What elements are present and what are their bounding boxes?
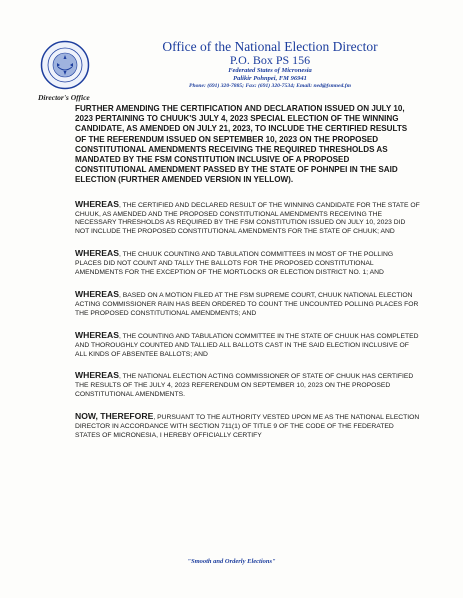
city: Palikir Pohnpei, FM 96941 bbox=[233, 75, 307, 82]
now-therefore-paragraph bbox=[75, 412, 420, 441]
paragraph-lead: WHEREAS bbox=[75, 198, 119, 209]
whereas-paragraph-5 bbox=[75, 371, 420, 400]
paragraph-text: , PURSUANT TO THE AUTHORITY VESTED UPON ME AS THE NATIONAL ELECTION DIRECTOR IN ACCORDANCE WITH SECTION 711(1) OF TITLE 9 OF THE CODE OF THE FEDERATED STATES OF MICRONESIA, I HEREBY OFFICIALLY CERTIFY bbox=[75, 414, 420, 439]
paragraph-text: , THE CHUUK COUNTING AND TABULATION COMMITTEES IN MOST OF THE POLLING PLACES DID NOT COUNT AND TALLY THE BALLOTS FOR THE PROPOSED CONSTITUTIONAL AMENDMENTS FOR THE EXCEPTION OF THE MORTLOCKS OR ELECTION DISTRICT NO. 1; AND bbox=[75, 251, 394, 277]
seal-label: Director's Office bbox=[38, 93, 90, 102]
contact-info: Phone: (691) 320-7885; Fax: (691) 320-7534; Email: ned@fsmned.fm bbox=[189, 83, 351, 89]
whereas-paragraph-2 bbox=[75, 249, 420, 278]
office-name: Office of the National Election Director bbox=[162, 39, 378, 54]
whereas-paragraph-3 bbox=[75, 290, 420, 319]
whereas-paragraph-1 bbox=[75, 200, 420, 238]
country: Federated States of Micronesia bbox=[228, 67, 312, 74]
footer-motto: "Smooth and Orderly Elections" bbox=[187, 558, 276, 565]
paragraph-text: , THE CERTIFIED AND DECLARED RESULT OF THE WINNING CANDIDATE FOR THE STATE OF CHUUK, AS AMENDED AND THE PROPOSED CONSTITUTIONAL AMENDMENTS RECEIVING THE NECESSARY THRESHOLDS AS REQUIRED BY THE FSM CONSTITUTION ISSUED ON JULY 10, 2023 DID NOT INCLUDE THE PROPOSED CONSTITUTIONAL AMENDMENTS FOR THE STATE OF CHUUK; AND bbox=[75, 201, 420, 236]
document-title: FURTHER AMENDING THE CERTIFICATION AND DECLARATION ISSUED ON JULY 10, 2023 PERTAINING TO CHUUK'S JULY 4, 2023 SPECIAL ELECTION OF THE WINNING CANDIDATE, AS AMENDED ON JULY 21, 2023, TO INCLUDE THE CERTIFIED RESULTS OF THE REFERENDUM ISSUED ON SEPTEMBER 10, 2023 ON THE PROPOSED CONSTITUTIONAL AMENDMENTS RECEIVING THE REQUIRED THRESHOLDS AS MANDATED BY THE FSM CONSTITUTION INCLUSIVE OF A PROPOSED CONSTITUTIONAL AMENDMENT PASSED BY THE STATE OF POHNPEI IN THE SAID ELECTION (FURTHER AMENDED VERSION IN YELLOW). bbox=[75, 104, 408, 185]
paragraph-text: , THE COUNTING AND TABULATION COMMITTEE IN THE STATE OF CHUUK HAS COMPLETED AND THOROUGHLY COUNTED AND TALLIED ALL BALLOTS CAST IN THE SAID ELECTION INCLUSIVE OF ALL KINDS OF ABSENTEE BALLOTS; AND bbox=[75, 332, 419, 358]
letterhead bbox=[130, 40, 410, 90]
paragraph-text: , BASED ON A MOTION FILED AT THE FSM SUPREME COURT, CHUUK NATIONAL ELECTION ACTING COMMISSIONER RAIN HAS BEEN ORDERED TO COUNT THE UNCOUNTED POLLING PLACES FOR THE PROPOSED CONSTITUTIONAL AMENDMENTS; AND bbox=[75, 291, 419, 317]
document-body bbox=[75, 104, 420, 453]
paragraph-lead: NOW, THEREFORE bbox=[75, 411, 154, 422]
fsm-seal-logo bbox=[40, 40, 90, 90]
paragraph-text: , THE NATIONAL ELECTION ACTING COMMISSIONER OF STATE OF CHUUK HAS CERTIFIED THE RESULTS OF THE JULY 4, 2023 REFERENDUM ON SEPTEMBER 10, 2023 ON THE PROPOSED CONSTITUTIONAL AMENDMENTS. bbox=[75, 373, 414, 399]
paragraph-lead: WHEREAS bbox=[75, 288, 119, 299]
paragraph-lead: WHEREAS bbox=[75, 370, 119, 381]
paragraph-lead: WHEREAS bbox=[75, 248, 119, 259]
po-box: P.O. Box PS 156 bbox=[229, 53, 311, 67]
paragraph-lead: WHEREAS bbox=[75, 329, 119, 340]
whereas-paragraph-4 bbox=[75, 331, 420, 360]
